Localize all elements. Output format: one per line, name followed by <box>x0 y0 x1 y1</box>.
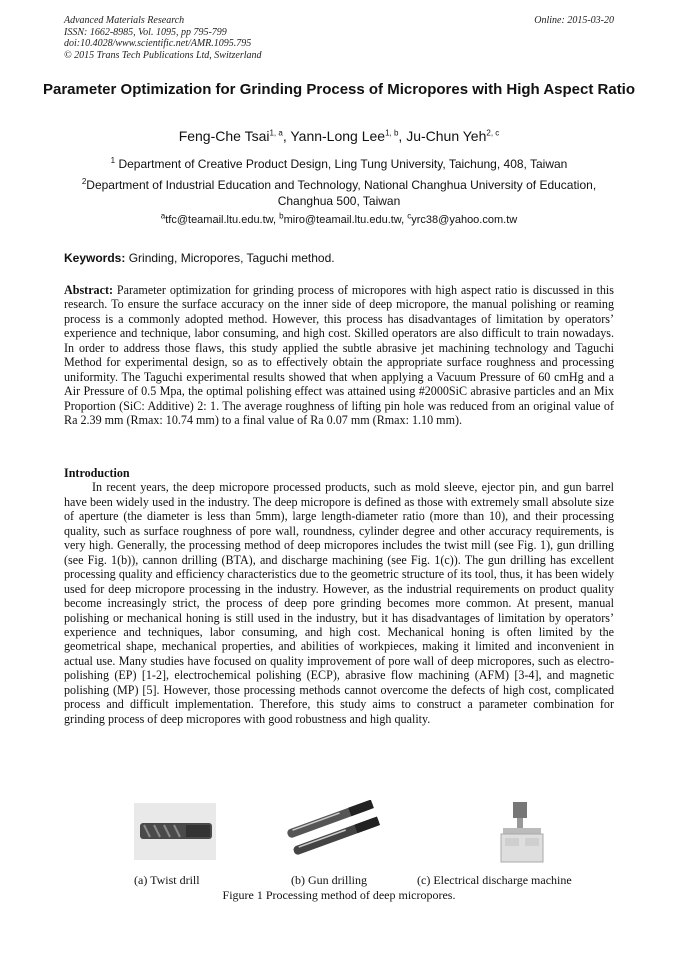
email-list: $^a$tfc@teamail.ltu.edu.tw, $^b$miro@teamail.ltu.edu.tw, $^c$yrc38@yahoo.com.tw <box>160 211 518 226</box>
introduction-text: In recent years, the deep micropore processed products, such as mold sleeve, ejector pin, and gun barrel have been widely used in the industry. The deep micropore is defined as those with extremely small absolute size of aperture (the diameter is less than 5mm), large length-diameter ratio (more than 10), and their processing quality, such as surface roughness of pore wall, roundness, cylinder degree and other accuracy requirements, is very high. Generally, the processing method of deep micropores includes the twist mill (see Fig. 1), gun drilling (see Fig. 1(b)), cannon drilling (BTA), and discharge machining (see Fig. 1(c)). The gun drilling has excellent processing quality and efficiency characteristics due to the geometric structure of its tool, thus, it has been widely used for deep micropore processing in the industry. However, as the industrial requirements on product quality become increasingly strict, the process of deep pore grinding becomes more common. At present, manual polishing or mechanical honing is still used in the industry, but it has disadvantages of limitation by operators’ experience and techniques, labor consuming, and high cost. Mechanical honing is often limited by the geometrical shape, mechanical properties, and abilities of workpieces, making it limited and inconvenient in actual use. Many studies have focused on quality improvement of pore wall of deep micropores, such as electro-polishing (EP) [1-2], electrochemical polishing (ECP), abrasive flow machining (AFM) [3-4], and magnetic polishing (MP) [5]. However, those processing methods cannot overcome the defects of high cost, complicated process and difficult implementation. Therefore, this study aims to construct a parameter combination for grinding process of deep micropores with good robustness and high quality. <box>64 480 614 726</box>
figure-caption-b: (b) Gun drilling <box>291 873 367 887</box>
abstract-paragraph <box>64 283 614 428</box>
email-sup: c <box>407 211 412 221</box>
abstract-text: Parameter optimization for grinding process of micropores with high aspect ratio is discussed in this research. To ensure the surface accuracy on the inner side of deep micropore, the manual polishing or reaming process is a commonly adopted method. However, this process has disadvantages of limitation by operators’ experience and technique, labor consuming, and high cost. Skilled operators are also difficult to train nowadays. In order to address those flaws, this study applied the subtle abrasive jet machining technology and Taguchi Method for experimental design, so as to effectively obtain the appropriate surface roughness and processing uniformity. The Taguchi experimental results showed that when applying a Vacuum Pressure of 60 cmHg and a Air Pressure of 0.5 Mpa, the optimal polishing effect was attained using #2000SiC abrasive particles and an Mix Proportion (SiC: Additive) 2: 1. The average roughness of lifting pin hole was reduced from an original value of Ra 2.39 mm (Rmax: 10.74 mm) to a final value of Ra 0.07 mm (Rmax: 1.10 mm). <box>64 283 614 428</box>
copyright-line: © 2015 Trans Tech Publications Ltd, Switzerland <box>64 49 262 61</box>
email-link[interactable]: yrc38@yahoo.com.tw <box>411 214 518 226</box>
affiliation-text: Department of Industrial Education and Technology, National Changhua University of Education, Changhua 500, Taiwan <box>86 178 597 208</box>
author-name: Feng-Che Tsai <box>178 128 270 144</box>
email-link[interactable]: tfc@teamail.ltu.edu.tw <box>165 214 274 226</box>
figure-title: Figure 1 Processing method of deep micropores. <box>222 888 456 902</box>
journal-name: Advanced Materials Research <box>64 15 185 26</box>
gun-drill-image <box>285 800 383 860</box>
keywords-line <box>64 251 335 265</box>
section-heading: Introduction <box>64 466 130 480</box>
online-date: Online: 2015-03-20 <box>534 15 614 26</box>
running-header <box>64 15 262 61</box>
affiliation-sup: 1 <box>110 156 116 165</box>
author-list: Feng-Che Tsai$^{1, a}$, Yann-Long Lee$^{1, b}$, Ju-Chun Yeh$^{2, c}$ <box>178 128 500 144</box>
email-sup: a <box>160 211 166 221</box>
edm-machine-image <box>497 800 547 864</box>
keywords-text: Grinding, Micropores, Taguchi method. <box>128 251 335 265</box>
figure-caption-c: (c) Electrical discharge machine <box>417 873 572 887</box>
doi-line: doi:10.4028/www.scientific.net/AMR.1095.795 <box>64 38 252 49</box>
abstract-label: Abstract: <box>64 283 114 297</box>
paper-title: Parameter Optimization for Grinding Process of Micropores with High Aspect Ratio <box>42 81 636 98</box>
author-name: Ju-Chun Yeh <box>406 128 487 144</box>
figure-caption-a: (a) Twist drill <box>134 873 200 887</box>
author-sup: 2, c <box>486 128 500 138</box>
email-sup: b <box>279 211 284 221</box>
author-name: Yann-Long Lee <box>290 128 386 144</box>
affiliation-1 <box>40 156 638 172</box>
keywords-label: Keywords: <box>64 251 126 265</box>
author-sup: 1, a <box>269 128 283 138</box>
issn-line: ISSN: 1662-8985, Vol. 1095, pp 795-799 <box>64 26 227 38</box>
twist-drill-image <box>134 803 216 860</box>
affiliation-2 <box>62 177 616 209</box>
introduction-section <box>64 466 614 726</box>
affiliation-text: Department of Creative Product Design, Ling Tung University, Taichung, 408, Taiwan <box>118 157 568 171</box>
email-link[interactable]: miro@teamail.ltu.edu.tw <box>283 214 402 226</box>
author-sup: 1, b <box>385 128 399 138</box>
affiliation-sup: 2 <box>81 177 87 186</box>
